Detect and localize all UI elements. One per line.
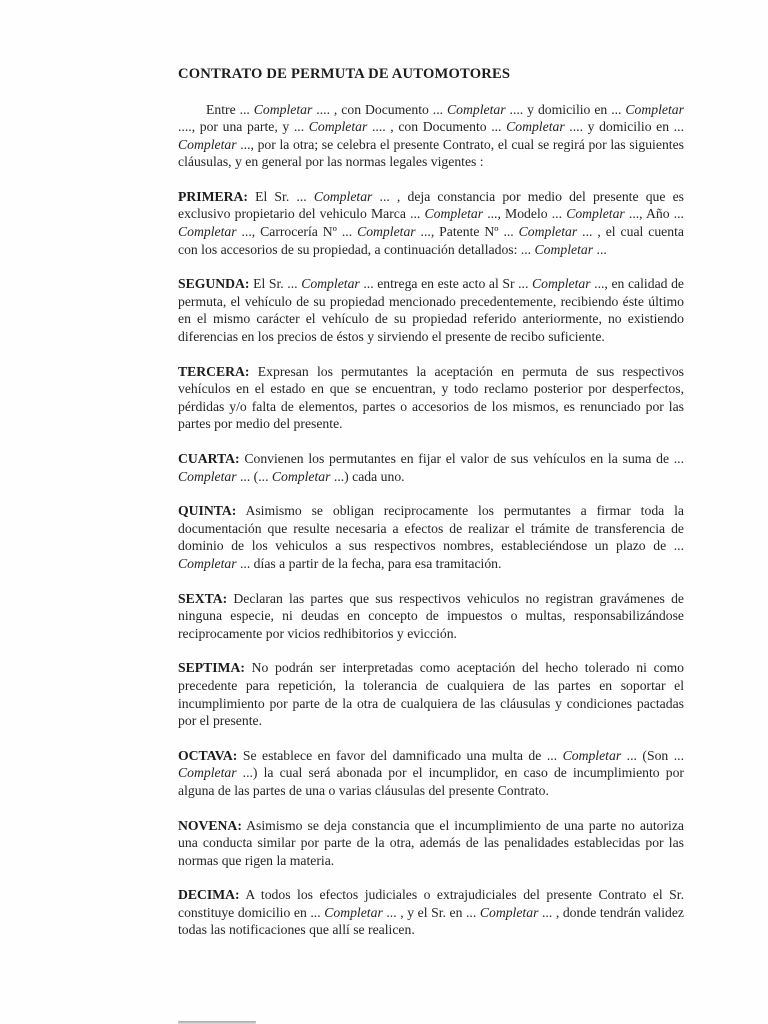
clause-label: CUARTA: — [178, 451, 240, 466]
clause-text: Asimismo se obligan reciprocamente los permutantes a firmar toda la documentación que resulte necesaria a efectos de realizar el trámite de transferencia de dominio de los vehiculos a sus respectivos nombres, estableciéndose un plazo de ... Completar ... días a partir de la fecha, para esa tramitación. — [178, 503, 684, 571]
clause-label: NOVENA: — [178, 817, 242, 833]
clause-label: SEPTIMA: — [178, 660, 245, 676]
clause-label: DECIMA: — [178, 887, 240, 903]
contract-clause — [178, 450, 684, 485]
contract-clause — [178, 275, 684, 345]
clause-label: TERCERA: — [178, 363, 250, 379]
clause-text: El Sr. ... Completar ... entrega en este acto al Sr ... Completar ..., en calidad de permuta, el vehículo de su propiedad mencionado precedentemente, recibiendo éste último en el mismo carácter el vehículo de su propiedad referido anteriormente, no existiendo diferencias en los precios de éstos y sirviendo el presente de recibo suficiente. — [178, 276, 685, 345]
contract-clause — [178, 886, 684, 939]
clause-label: PRIMERA: — [178, 188, 248, 204]
clause-label: QUINTA: — [178, 503, 237, 519]
clause-text: Declaran las partes que sus respectivos vehiculos no registran gravámenes de ninguna especie, ni deudas en concepto de impuestos o multas, responsabilizándose reciprocamente por vicios redhibitorios y evicción. — [178, 590, 684, 641]
intro-paragraph: Entre ... Completar .... , con Documento ... Completar .... y domicilio en ... Completar ...., por una parte, y ... Completar .... , con Documento ... Completar .... y domicilio en ... Completar ..., por la otra; se celebra el presente Contrato, el cual se regirá por las siguientes cláusulas, y en general por las normas legales vigentes : — [178, 101, 684, 170]
clause-text: Convienen los permutantes en fijar el valor de sus vehículos en la suma de ... Completar ... (... Completar ...) cada uno. — [178, 451, 684, 484]
contract-clause — [178, 747, 684, 800]
clause-text: Asimismo se deja constancia que el incumplimiento de una parte no autoriza una conducta similar por parte de la otra, además de las penalidades establecidas por las normas que rigen la materia. — [178, 817, 684, 868]
clauses-container — [178, 188, 684, 939]
contract-clause — [178, 817, 684, 870]
contract-clause — [178, 659, 684, 729]
clause-label: SEXTA: — [178, 590, 228, 606]
contract-clause — [178, 502, 684, 572]
clause-text: El Sr. ... Completar ... , deja constancia por medio del presente que es exclusivo propietario del vehiculo Marca ... Completar ..., Modelo ... Completar ..., Año ... Completar ..., Carrocería Nº ... Completar ..., Patente Nº ... Completar ... , el cual cuenta con los accesorios de su propiedad, a continuación detallados: ... Completar ... — [178, 188, 684, 257]
clause-text: A todos los efectos judiciales o extrajudiciales del presente Contrato el Sr. constituye domicilio en ... Completar ... , y el Sr. en ... Completar ... , donde tendrán validez todas las notificaciones que allí se realicen. — [178, 887, 684, 938]
clause-label: OCTAVA: — [178, 747, 238, 763]
contract-clause — [178, 590, 684, 643]
contract-clause — [178, 188, 684, 258]
document-content — [178, 66, 684, 956]
clause-label: SEGUNDA: — [178, 276, 250, 292]
clause-text: No podrán ser interpretadas como aceptación del hecho tolerado ni como precedente para repetición, la tolerancia de cualquiera de las partes en soportar el incumplimiento por parte de la otra de cualquiera de las cláusulas y condiciones pactadas por el presente. — [178, 660, 685, 729]
clause-text: Se establece en favor del damnificado una multa de ... Completar ... (Son ... Completar ...) la cual será abonada por el incumplidor, en caso de incumplimiento por alguna de las partes de una o varias cláusulas del presente Contrato. — [178, 747, 685, 798]
clause-text: Expresan los permutantes la aceptación en permuta de sus respectivos vehículos en el estado en que se encuentran, y todo reclamo posterior por desperfectos, pérdidas y/o falta de elementos, partes o accesorios de los mismos, es renunciado por las partes por medio del presente. — [178, 363, 684, 432]
contract-clause — [178, 363, 684, 433]
document-title: CONTRATO DE PERMUTA DE AUTOMOTORES — [178, 66, 511, 82]
